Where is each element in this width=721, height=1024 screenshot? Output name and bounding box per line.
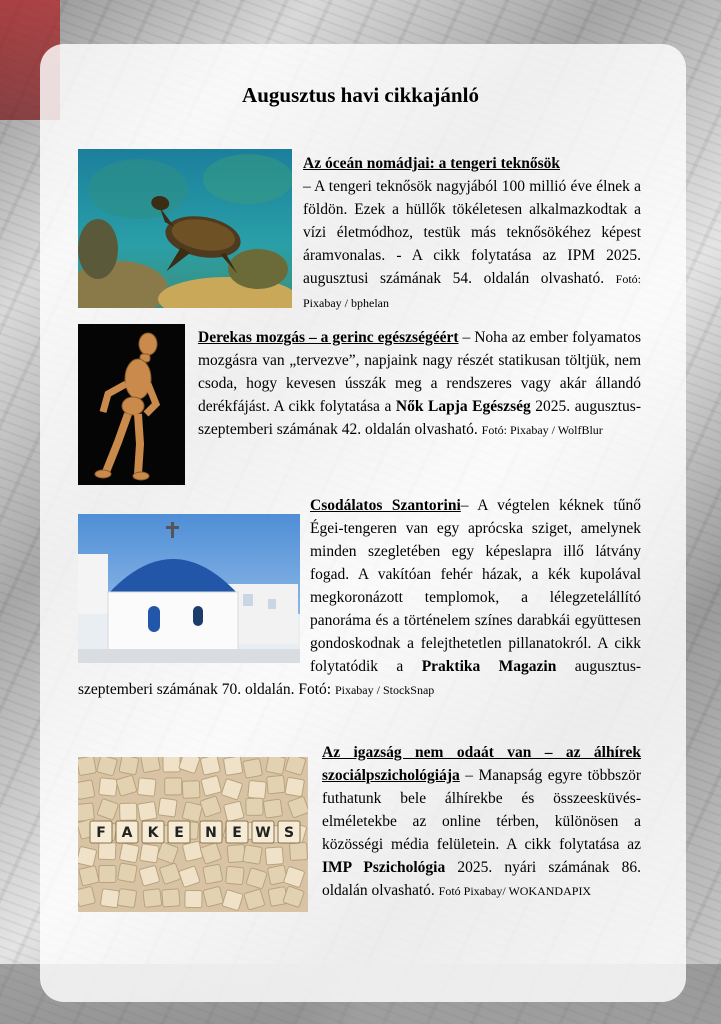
svg-text:F: F [96, 825, 106, 841]
svg-text:S: S [283, 825, 295, 841]
sea-turtle-photo [78, 149, 292, 308]
svg-text:A: A [121, 825, 133, 841]
svg-text:N: N [205, 825, 217, 841]
page-title: Augusztus havi cikkajánló [242, 83, 479, 107]
photo-credit: Fotó Pixabay/ WOKANDAPIX [438, 884, 592, 898]
letter-tile [90, 821, 112, 843]
magazine-name: Praktika Magazin [421, 658, 557, 675]
image-float-spacer [78, 494, 310, 666]
svg-text:K: K [147, 825, 159, 841]
article-back-health [198, 326, 641, 442]
article-santorini [78, 494, 641, 702]
article-sea-turtles [303, 152, 641, 315]
article-dash: – [303, 178, 311, 195]
letter-tile [116, 821, 138, 843]
magazine-name: Nők Lapja Egészség [395, 398, 531, 415]
photo-credit: Fotó: Pixabay / bphelan [303, 272, 642, 310]
letter-tile [278, 821, 300, 843]
photo-credit: Pixabay / StockSnap [334, 683, 435, 697]
article-text: – Noha az ember folyamatos mozgásra van „tervezve”, napjaink nagy részét statikusan töltjük, nem csoda, hogy kevesen ússzák meg a rendszeres vagy akár állandó derékfájást. A cikk folytatása a [198, 329, 642, 415]
article-text: A tengeri teknősök nagyjából 100 millió éve élnek a földön. Ezek a hüllők tökéletesen alkalmazkodtak a vízi életmódhoz, testük más teknősökéhez képest áramvonalas. - A cikk folytatása az IPM 2025. augusztusi számának 54. oldalán olvasható. [303, 178, 641, 287]
svg-text:E: E [232, 825, 242, 841]
article-fake-news [322, 741, 641, 903]
wooden-mannequin-photo [78, 324, 185, 485]
article-text: – Manapság egyre többször futhatunk bele álhírekbe és összeesküvés-elméletekbe az online térben, különösen a közösségi média felületein. A cikk folytatása az [322, 767, 641, 853]
svg-text:E: E [174, 825, 184, 841]
fake-news-tiles-photo [78, 757, 308, 912]
letter-tile [226, 821, 248, 843]
article-text-end: 2025. nyári számának 86. oldalán olvasható. [322, 859, 641, 899]
photo-credit: Fotó: Pixabay / WolfBlur [481, 423, 603, 437]
magazine-name: IMP Pszichológia [322, 859, 446, 876]
letter-tile [252, 821, 274, 843]
article-heading[interactable]: Az igazság nem odaát van – az álhírek szociálpszichológiája [322, 744, 641, 784]
article-heading[interactable]: Derekas mozgás – a gerinc egészségéért [198, 329, 459, 346]
article-heading[interactable]: Az óceán nomádjai: a tengeri teknősök [303, 155, 561, 172]
letter-tile [142, 821, 164, 843]
article-heading[interactable]: Csodálatos Szantorini [310, 497, 461, 514]
letter-tile [168, 821, 190, 843]
article-text-end: 2025. augusztus-szeptemberi számának 42. oldalán olvasható. [198, 398, 641, 438]
article-text: – A végtelen kéknek tűnő Égei-tengeren van egy aprócska sziget, amelynek minden szegletében egy képeslapra illő látvány fogad. A vakítóan fehér házak, a kék kupolával megkoronázott templomok, a lélegzetelállító panoráma és a történelem színes darabkái együttesen gondoskodnak a felejthetetlen pillanatokról. A cikk folytatódik a [310, 497, 641, 675]
letter-tile [200, 821, 222, 843]
svg-text:W: W [255, 825, 271, 841]
article-text-end: augusztus-szeptemberi számának 70. oldalán. Fotó: [78, 658, 642, 698]
